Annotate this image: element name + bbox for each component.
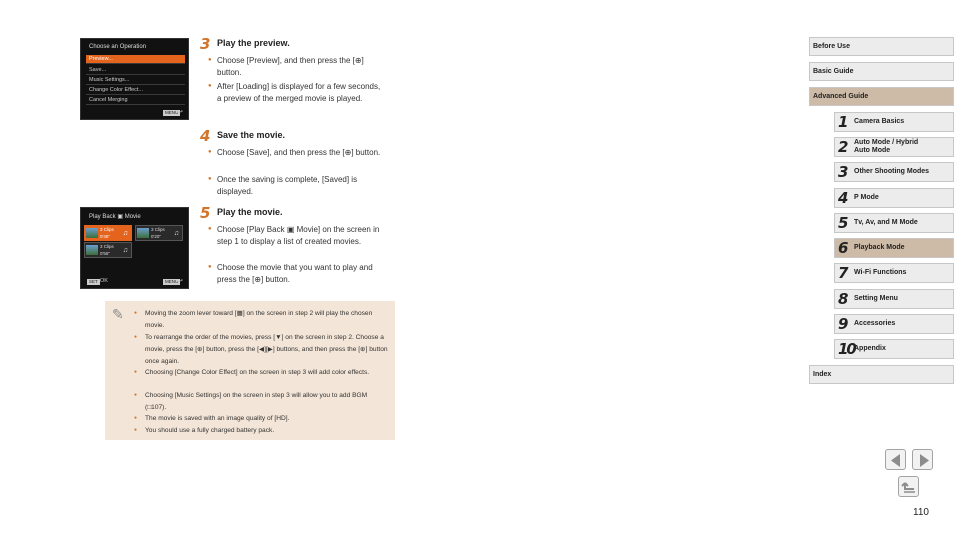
- nav-chapter-4[interactable]: 4 P Mode: [834, 188, 954, 208]
- nav-index[interactable]: Index: [809, 365, 954, 384]
- return-icon: ↩: [177, 278, 183, 285]
- step-bullet: ● After [Loading] is displayed for a few seconds, a preview of the merged movie is played.: [208, 81, 383, 104]
- thumb-3: 3 Clips 0'56" ♫: [84, 242, 132, 258]
- screen-title: Choose an Operation: [89, 44, 147, 50]
- return-icon: ↩: [177, 109, 183, 116]
- nav-chapter-1[interactable]: 1 Camera Basics: [834, 112, 954, 132]
- notes-box: [105, 301, 395, 440]
- menu-button-icon: MENU: [165, 279, 179, 284]
- note-item: ● Moving the zoom lever toward [▦] on the screen in step 2 will play the chosen movie.: [134, 310, 373, 329]
- note-item: ● You should use a fully charged battery pack.: [134, 427, 275, 434]
- step-title: Play the movie.: [217, 207, 283, 217]
- step-bullet: ● Choose the movie that you want to play and press the [⊕] button.: [208, 262, 383, 285]
- menu-item-save: Save...: [86, 66, 185, 75]
- nav-basic-guide[interactable]: Basic Guide: [809, 62, 954, 81]
- step-number: 3: [200, 35, 211, 53]
- pencil-icon: ✎: [112, 306, 124, 322]
- step-bullet: ● Choose [Play Back ▣ Movie] on the screen in step 1 to display a list of created movies.: [208, 224, 383, 247]
- step-bullet: ● Choose [Save], and then press the [⊕] button.: [208, 147, 383, 159]
- music-note-icon: ♫: [122, 247, 128, 254]
- music-note-icon: ♫: [173, 230, 179, 237]
- nav-chapter-2[interactable]: 2 Auto Mode / Hybrid Auto Mode: [834, 137, 954, 157]
- triangle-left-icon: [886, 450, 907, 471]
- nav-chapter-6[interactable]: 6 Playback Mode: [834, 238, 954, 258]
- return-page-button[interactable]: [898, 476, 919, 497]
- step-title: Play the preview.: [217, 38, 290, 48]
- return-arrow-icon: [899, 477, 920, 498]
- note-item: ● Choosing [Change Color Effect] on the screen in step 3 will add color effects.: [134, 369, 370, 376]
- nav-chapter-10[interactable]: 10 Appendix: [834, 339, 954, 359]
- nav-before-use[interactable]: Before Use: [809, 37, 954, 56]
- music-note-icon: ♫: [122, 230, 128, 237]
- step-bullet: ● Choose [Preview], and then press the [⊕] button.: [208, 55, 383, 78]
- playback-movie-screen: [80, 207, 189, 289]
- movie-icon: ▣: [117, 214, 124, 220]
- note-item: ● The movie is saved with an image quality of [HD].: [134, 415, 290, 422]
- nav-chapter-3[interactable]: 3 Other Shooting Modes: [834, 162, 954, 182]
- note-item: ● To rearrange the order of the movies, press [▼] on the screen in step 2. Choose a movie, press the [⊕] button, press the [◀][▶] buttons, and then press the [⊕] button once again.: [134, 334, 388, 365]
- triangle-right-icon: [913, 450, 934, 471]
- set-button-icon: SET: [89, 279, 98, 284]
- menu-item-cancel-merging: Cancel Merging: [86, 96, 185, 105]
- nav-chapter-5[interactable]: 5 Tv, Av, and M Mode: [834, 213, 954, 233]
- menu-item-music-settings: Music Settings...: [86, 76, 185, 85]
- step-number: 5: [200, 204, 211, 222]
- nav-chapter-9[interactable]: 9 Accessories: [834, 314, 954, 334]
- nav-chapter-7[interactable]: 7 Wi-Fi Functions: [834, 263, 954, 283]
- ok-label: OK: [100, 278, 108, 284]
- prev-page-button[interactable]: [885, 449, 906, 470]
- menu-item-preview: Preview...: [86, 55, 185, 64]
- menu-item-change-color: Change Color Effect...: [86, 86, 185, 95]
- nav-advanced-guide[interactable]: Advanced Guide: [809, 87, 954, 106]
- thumb-2: 3 Clips 0'20" ♫: [135, 225, 183, 241]
- screen-title: Play Back ▣ Movie: [89, 214, 141, 220]
- note-item: ● Choosing [Music Settings] on the screen in step 3 will allow you to add BGM (□107).: [134, 392, 368, 411]
- menu-button-icon: MENU: [165, 110, 179, 115]
- page-number: 110: [913, 507, 929, 518]
- nav-chapter-8[interactable]: 8 Setting Menu: [834, 289, 954, 309]
- step-number: 4: [200, 127, 211, 145]
- step-title: Save the movie.: [217, 130, 286, 140]
- thumb-1: 3 Clips 0'45" ♫: [84, 225, 132, 241]
- operation-screen: [80, 38, 189, 120]
- next-page-button[interactable]: [912, 449, 933, 470]
- step-bullet: ● Once the saving is complete, [Saved] is displayed.: [208, 174, 383, 197]
